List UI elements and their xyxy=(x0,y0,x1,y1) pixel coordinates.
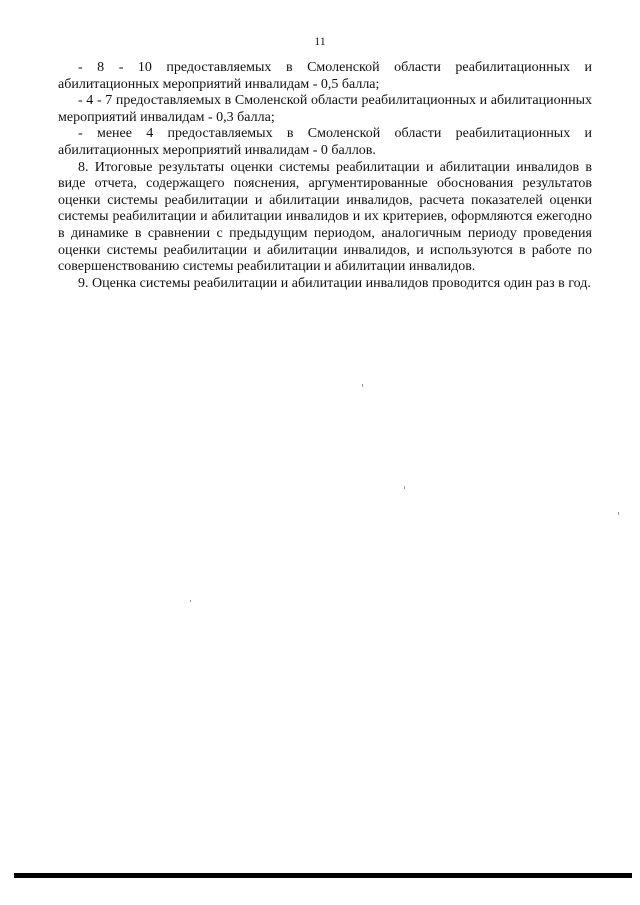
paragraph-9-frequency: 9. Оценка системы реабилитации и абилитации инвалидов проводится один раз в год. xyxy=(78,275,591,291)
scan-speck xyxy=(404,486,405,489)
list-item-score-0: - менее 4 предоставляемых в Смоленской области реабилитационных и абилитационных мероприятий инвалидам - 0 баллов. xyxy=(58,126,592,158)
scan-speck xyxy=(362,384,363,387)
scan-speck xyxy=(618,512,619,515)
document-body xyxy=(58,60,592,292)
list-item-score-05: - 8 - 10 предоставляемых в Смоленской области реабилитационных и абилитационных мероприятий инвалидам - 0,5 балла; xyxy=(58,60,592,92)
scan-speck xyxy=(190,600,191,602)
paragraph-8-results: 8. Итоговые результаты оценки системы реабилитации и абилитации инвалидов в виде отчета, содержащего пояснения, аргументированные обоснования результатов оценки системы реабилитации и абилитации инвалидов, расчета показателей оценки системы реабилитации и абилитации инвалидов и их критериев, оформляются ежегодно в динамике в сравнении с предыдущим периодом, аналогичным периоду проведения оценки системы реабилитации и абилитации инвалидов, и используются в работе по совершенствованию системы реабилитации и абилитации инвалидов. xyxy=(58,159,592,275)
page-number: 11 xyxy=(314,34,326,48)
list-item-score-03: - 4 - 7 предоставляемых в Смоленской области реабилитационных и абилитационных мероприятий инвалидам - 0,3 балла; xyxy=(58,93,592,125)
scan-bottom-edge xyxy=(14,873,632,878)
